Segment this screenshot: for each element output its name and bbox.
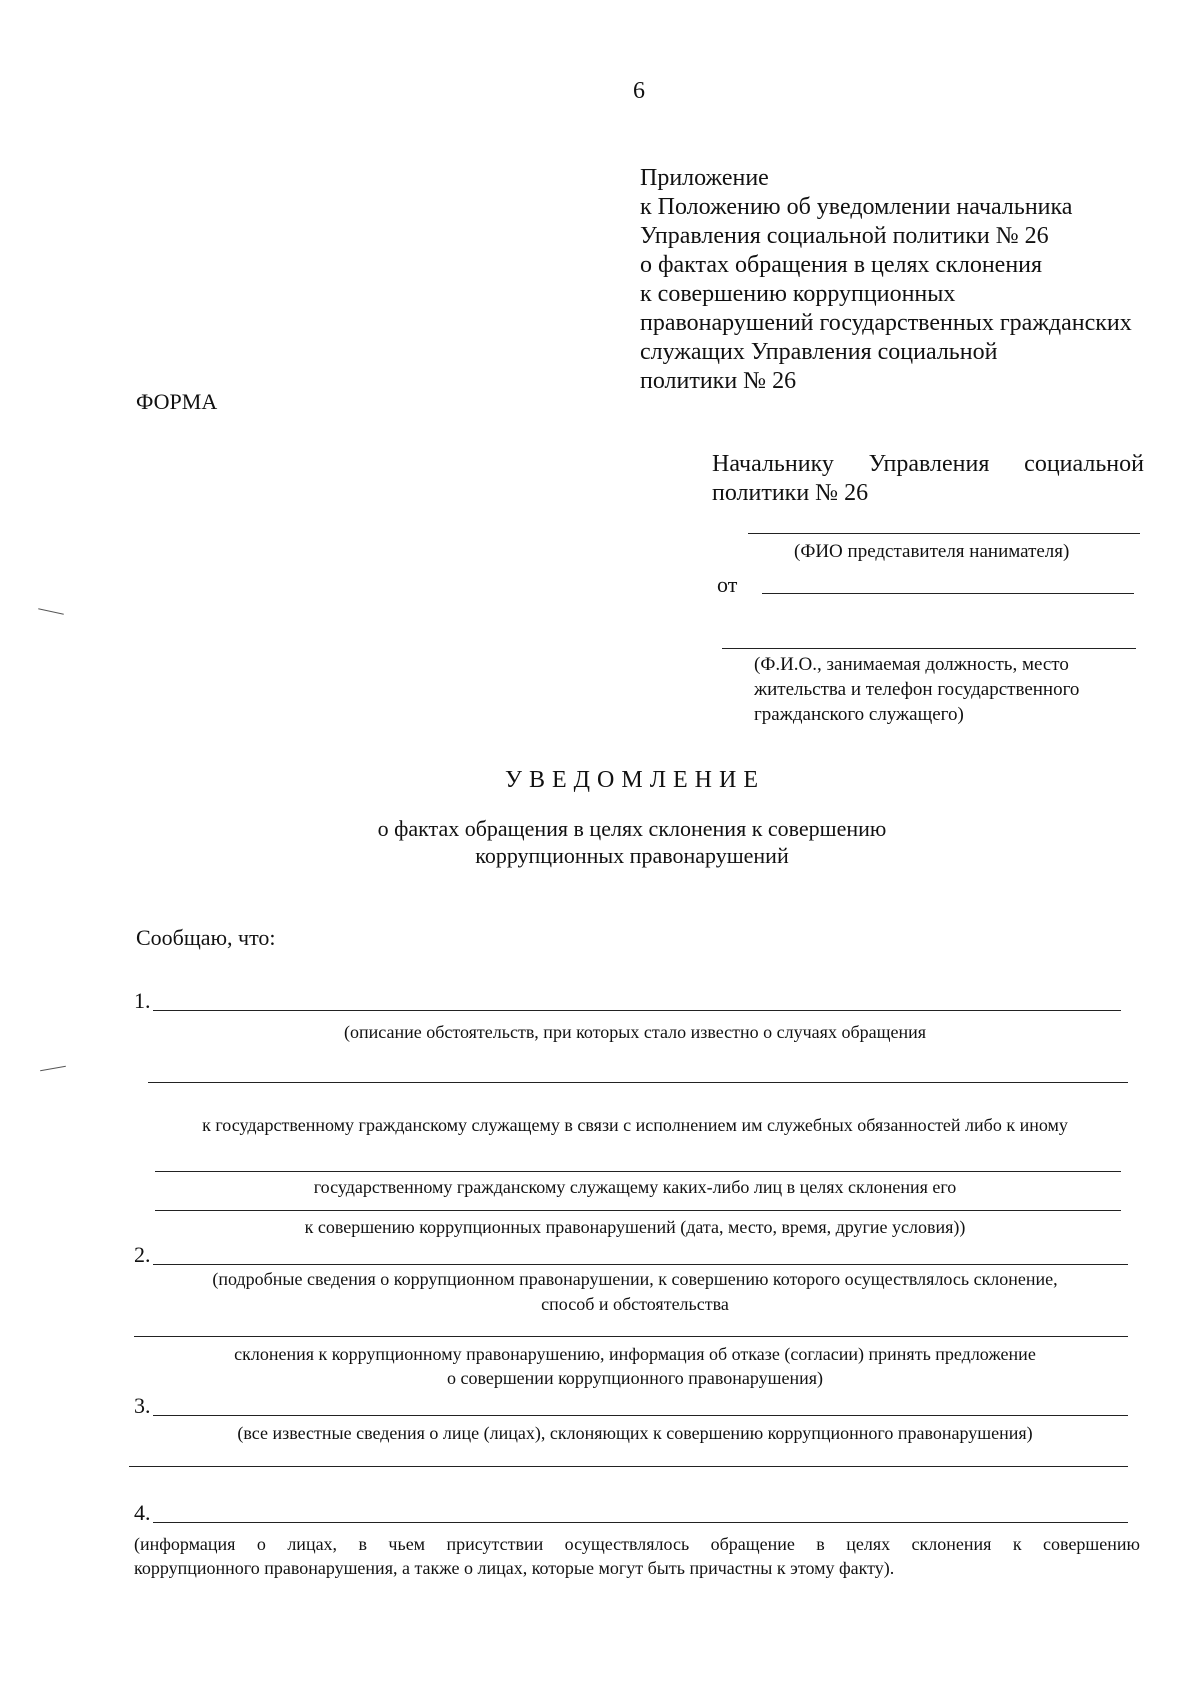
field-hint: (подробные сведения о коррупционном правонарушении, к совершению которого осуществлялось склонение, (212, 1269, 1058, 1289)
intro-text: Сообщаю, что: (136, 925, 276, 950)
field-hint: коррупционного правонарушения, а также о лицах, которые могут быть причастны к этому факту). (134, 1558, 895, 1578)
field-hint: к совершению коррупционных правонарушений (дата, место, время, другие условия)) (304, 1217, 966, 1237)
appendix-line: о фактах обращения в целях склонения (640, 252, 1043, 278)
document-subtitle: коррупционных правонарушений (475, 843, 789, 868)
document-title: УВЕДОМЛЕНИЕ (505, 767, 765, 793)
field-hint: государственному гражданскому служащему каких-либо лиц в целях склонения его (313, 1177, 957, 1197)
field-hint: (информация о лицах, в чьем присутствии осуществлялось обращение в целях склонения к совершению (134, 1534, 1140, 1554)
sender-hint-line: гражданского служащего) (754, 704, 964, 725)
fill-line (153, 1264, 1128, 1265)
field-hint: о совершении коррупционного правонарушения) (446, 1368, 824, 1388)
form-label: ФОРМА (136, 389, 218, 414)
appendix-line: Управления социальной политики № 26 (640, 223, 1049, 249)
fill-line (148, 1082, 1128, 1083)
appendix-line: служащих Управления социальной (640, 339, 998, 365)
field-hint: склонения к коррупционному правонарушению, информация об отказе (согласии) принять предложение (234, 1344, 1036, 1364)
field-hint: способ и обстоятельства (541, 1294, 729, 1314)
fill-line (153, 1415, 1128, 1416)
scan-artifact (38, 608, 64, 614)
sender-line (722, 648, 1136, 649)
appendix-line: политики № 26 (640, 368, 797, 394)
from-label: от (717, 572, 738, 597)
document-subtitle: о фактах обращения в целях склонения к совершению (377, 816, 887, 841)
appendix-line: Приложение (640, 165, 769, 191)
page-number: 6 (633, 78, 645, 104)
fill-line (153, 1522, 1128, 1523)
appendix-line: правонарушений государственных гражданских (640, 310, 1132, 336)
addressee-line: политики № 26 (712, 480, 869, 506)
field-hint: (все известные сведения о лице (лицах), склоняющих к совершению коррупционного правонарушения) (237, 1423, 1033, 1443)
sender-hint-line: (Ф.И.О., занимаемая должность, место (754, 654, 1069, 675)
sender-line (762, 593, 1134, 594)
item-number: 4. (134, 1500, 151, 1525)
field-hint: к государственному гражданскому служащему в связи с исполнением им служебных обязанностей либо к иному (202, 1115, 1068, 1135)
appendix-block (640, 164, 1132, 396)
signature-line (748, 533, 1140, 534)
item-number: 2. (134, 1242, 151, 1267)
sender-hint (754, 652, 1079, 727)
addressee-line: Начальнику Управления социальной (712, 451, 1144, 477)
item-number: 1. (134, 988, 151, 1013)
sender-hint-line: жительства и телефон государственного (754, 679, 1080, 700)
fill-line (155, 1171, 1121, 1172)
scan-artifact (40, 1066, 66, 1071)
fill-line (155, 1210, 1121, 1211)
appendix-line: к совершению коррупционных (640, 281, 956, 307)
field-hint: (описание обстоятельств, при которых стало известно о случаях обращения (343, 1022, 926, 1042)
fill-line (129, 1466, 1128, 1467)
appendix-line: к Положению об уведомлении начальника (640, 194, 1073, 220)
fio-hint: (ФИО представителя нанимателя) (794, 541, 1070, 562)
fill-line (134, 1336, 1128, 1337)
item-number: 3. (134, 1393, 151, 1418)
fill-line (153, 1010, 1121, 1011)
